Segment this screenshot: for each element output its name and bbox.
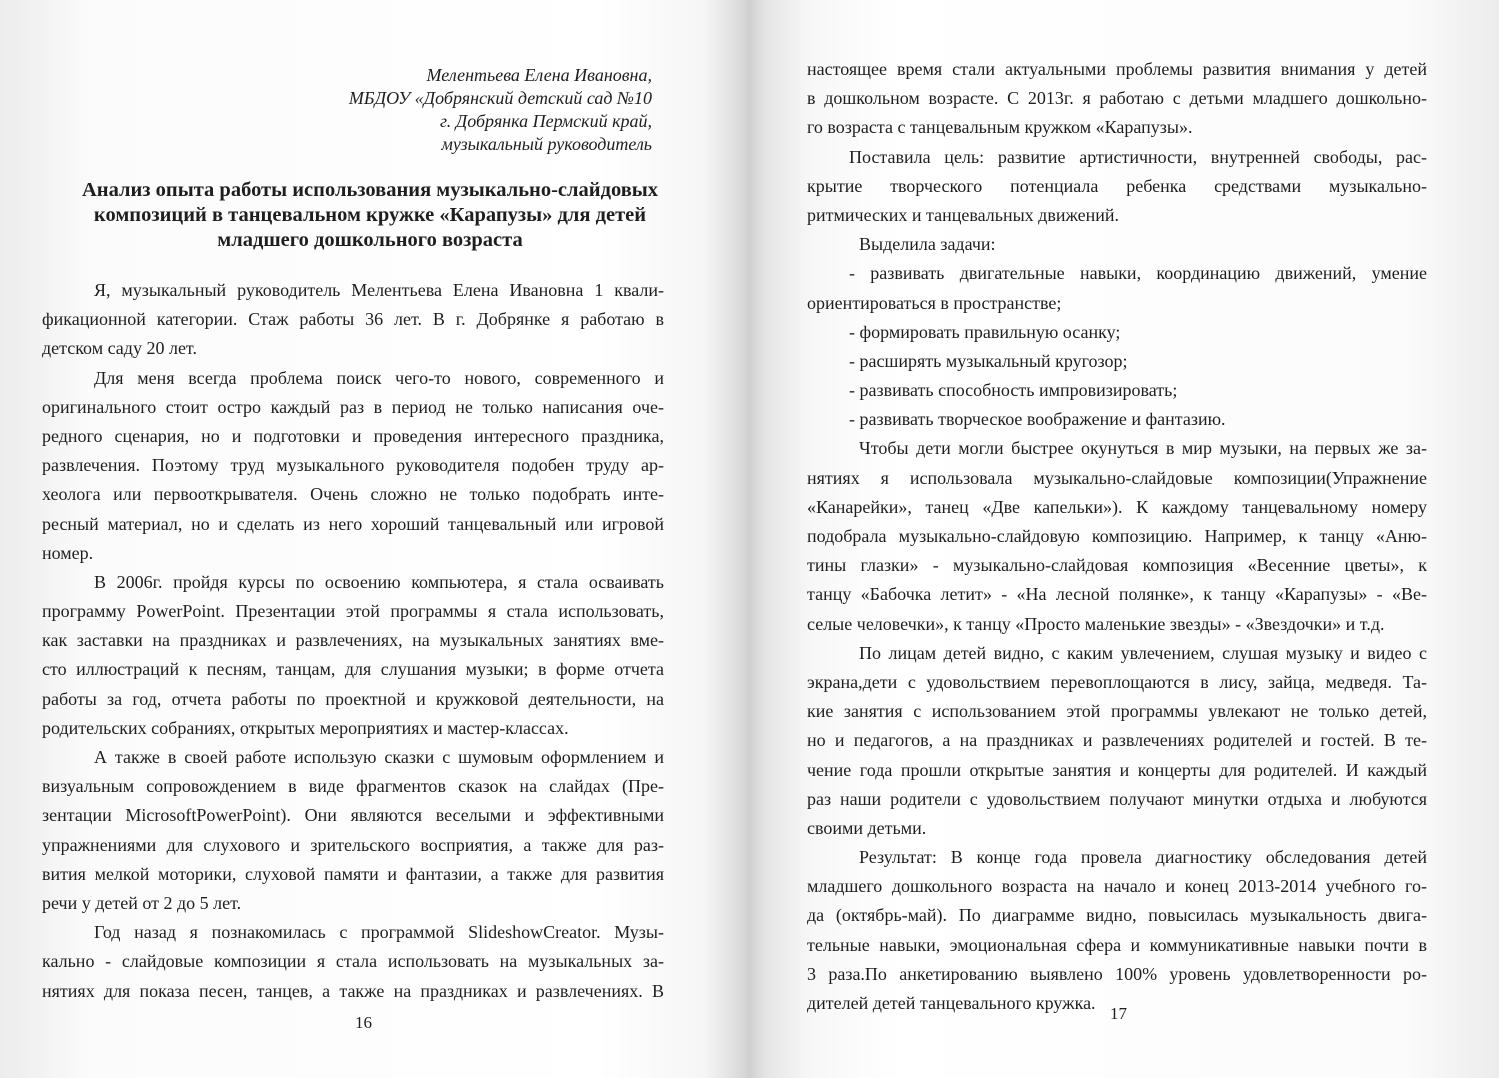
text-line: Я, музыкальный руководитель Мелентьева Елена Ивановна 1 квали- <box>94 280 664 300</box>
text-line: Чтобы дети могли быстрее окунуться в мир музыки, на первых же за- <box>859 438 1427 459</box>
text-line: подобрала музыкально-слайдовую композицию. Например, к танцу «Аню- <box>807 526 1427 546</box>
text-line: настоящее время стали актуальными проблемы развития внимания у детей <box>807 59 1427 79</box>
left-page <box>0 0 745 1078</box>
paragraph <box>42 918 664 1006</box>
text-line: детском саду 20 лет. <box>42 338 197 359</box>
text-line: - развивать способность импровизировать; <box>849 380 1178 401</box>
text-line: работы за год, отчета работы по проектной и кружковой деятельности, на <box>42 688 664 709</box>
list-item <box>807 405 1427 434</box>
text-line: Результат: В конце года провела диагностику обследования детей <box>859 847 1427 868</box>
paragraph <box>807 143 1427 231</box>
text-line: речи у детей от 2 до 5 лет. <box>42 892 242 913</box>
text-line: раз наши родители с удовольствием получают минутки отдыха и любуются <box>807 788 1427 809</box>
text-line: Для меня всегда проблема поиск чего-то нового, современного и <box>94 367 664 388</box>
paragraph <box>42 364 664 568</box>
page-number: 17 <box>1110 1004 1127 1023</box>
text-line: номер. <box>42 542 94 563</box>
text-line: дителей детей танцевального кружка. <box>807 993 1096 1013</box>
author-city: г. Добрянка Пермский край, <box>440 111 652 131</box>
author-info <box>330 64 652 156</box>
text-line: крытие творческого потенциала ребенка средствами музыкально- <box>807 175 1427 196</box>
text-line: вития мелкой моторики, слуховой памяти и фантазии, а также для развития <box>42 863 664 884</box>
title-line: младшего дошкольного возраста <box>217 229 523 251</box>
list-item <box>807 259 1427 317</box>
text-line: программу PowerPoint. Презентации этой программы я стала использовать, <box>42 601 664 622</box>
text-line: тельные навыки, эмоциональная сфера и коммуникативные навыки почти в <box>807 934 1427 955</box>
right-page <box>745 0 1499 1078</box>
text-line: экрана,дети с удовольствием перевоплощаются в лису, зайца, медведя. Та- <box>807 671 1427 692</box>
text-line: визуальным сопровождением в виде фрагментов сказок на слайдах (Пре- <box>42 776 664 797</box>
text-line: ресный материал, но и сделать из него хороший танцевальный или игровой <box>42 513 664 534</box>
paragraph <box>42 743 664 918</box>
text-line: По лицам детей видно, с каким увлечением, слушая музыку и видео с <box>859 642 1427 663</box>
text-line: Поставила цель: развитие артистичности, внутренней свободы, рас- <box>849 146 1427 167</box>
paragraph <box>807 434 1427 638</box>
title-line: композиций в танцевальном кружке «Карапузы» для детей <box>93 204 647 226</box>
text-line: «Канарейки», танец «Две капельки»). К каждому танцевальному номеру <box>807 496 1427 517</box>
text-line: как заставки на праздниках и развлечениях, на музыкальных занятиях вме- <box>42 630 664 651</box>
text-line: ориентироваться в пространстве; <box>807 292 1062 313</box>
text-line: нятиях для показа песен, танцев, а также на праздниках и развлечениях. В <box>42 980 664 1001</box>
author-name: Мелентьева Елена Ивановна, <box>426 65 652 85</box>
text-line: развлечения. Поэтому труд музыкального руководителя подобен труду ар- <box>42 455 664 476</box>
paragraph <box>807 55 1427 143</box>
text-line: го возраста с танцевальным кружком «Карапузы». <box>807 117 1193 138</box>
right-body-text <box>807 55 1427 1018</box>
text-line: Год назад я познакомилась с программой SlideshowCreator. Музы- <box>94 922 664 943</box>
list-item <box>807 347 1427 376</box>
article-title <box>40 178 700 253</box>
text-line: фикационной категории. Стаж работы 36 лет. В г. Добрянке я работаю в <box>42 309 664 330</box>
text-line: - развивать двигательные навыки, координацию движений, умение <box>849 263 1427 284</box>
paragraph <box>807 639 1427 843</box>
paragraph <box>42 276 664 364</box>
text-line: танцу «Бабочка летит» - «На лесной полянке», к танцу «Карапузы» - «Ве- <box>807 584 1427 605</box>
title-line: Анализ опыта работы использования музыкально-слайдовых <box>81 179 659 201</box>
text-line: А также в своей работе использую сказки с шумовым оформлением и <box>94 747 664 767</box>
paragraph <box>807 230 1427 259</box>
text-line: сто иллюстраций к песням, танцам, для слушания музыки; в форме отчета <box>42 659 664 680</box>
text-line: упражнениями для слухового и зрительского восприятия, а также для раз- <box>42 834 664 855</box>
page-number: 16 <box>355 1013 372 1032</box>
text-line: зентации MicrosoftPowerPoint). Они являются веселыми и эффективными <box>42 805 664 826</box>
text-line: 3 раза.По анкетированию выявлено 100% уровень удовлетворенности ро- <box>807 963 1427 984</box>
text-line: в дошкольном возрасте. С 2013г. я работаю с детьми младшего дошкольно- <box>807 88 1427 109</box>
text-line: селые человечки», к танцу «Просто маленькие звезды» - «Звездочки» и т.д. <box>807 613 1385 634</box>
paragraph <box>42 568 664 743</box>
text-line: оригинального стоит остро каждый раз в период не только написания оче- <box>42 396 664 417</box>
text-line: кально - слайдовые композиции я стала использовать на музыкальных за- <box>42 951 664 972</box>
author-organization: МБДОУ «Добрянский детский сад №10 <box>348 88 652 108</box>
text-line: тины глазки» - музыкально-слайдовая композиция «Весенние цветы», к <box>807 555 1427 576</box>
list-item <box>807 318 1427 347</box>
text-line: хеолога или первооткрывателя. Очень сложно не только подобрать инте- <box>42 484 664 505</box>
text-line: ритмических и танцевальных движений. <box>807 204 1120 225</box>
text-line: да (октябрь-май). По диаграмме видно, повысилась музыкальность двига- <box>807 905 1427 926</box>
text-line: Выделила задачи: <box>859 234 996 255</box>
text-line: редного сценария, но и подготовки и проведения интересного праздника, <box>42 425 664 446</box>
text-line: кие занятия с использованием этой программы увлекают не только детей, <box>807 701 1427 722</box>
text-line: чение года прошли открытые занятия и концерты для родителей. И каждый <box>807 759 1427 780</box>
left-body-text <box>42 276 664 1006</box>
text-line: родительских собраниях, открытых мероприятиях и мастер-классах. <box>42 717 569 738</box>
paragraph <box>807 843 1427 1018</box>
text-line: нятиях я использовала музыкально-слайдовые композиции(Упражнение <box>807 467 1427 488</box>
text-line: младшего дошкольного возраста на начало и конец 2013-2014 учебного го- <box>807 876 1427 897</box>
text-line: своими детьми. <box>807 817 927 838</box>
list-item <box>807 376 1427 405</box>
author-position: музыкальный руководитель <box>441 134 652 154</box>
text-line: В 2006г. пройдя курсы по освоению компьютера, я стала осваивать <box>94 571 664 592</box>
text-line: - развивать творческое воображение и фантазию. <box>849 409 1226 430</box>
text-line: - расширять музыкальный кругозор; <box>849 350 1128 371</box>
text-line: но и педагогов, а на праздниках и развлечениях родителей и гостей. В те- <box>807 730 1427 751</box>
text-line: - формировать правильную осанку; <box>849 321 1121 342</box>
